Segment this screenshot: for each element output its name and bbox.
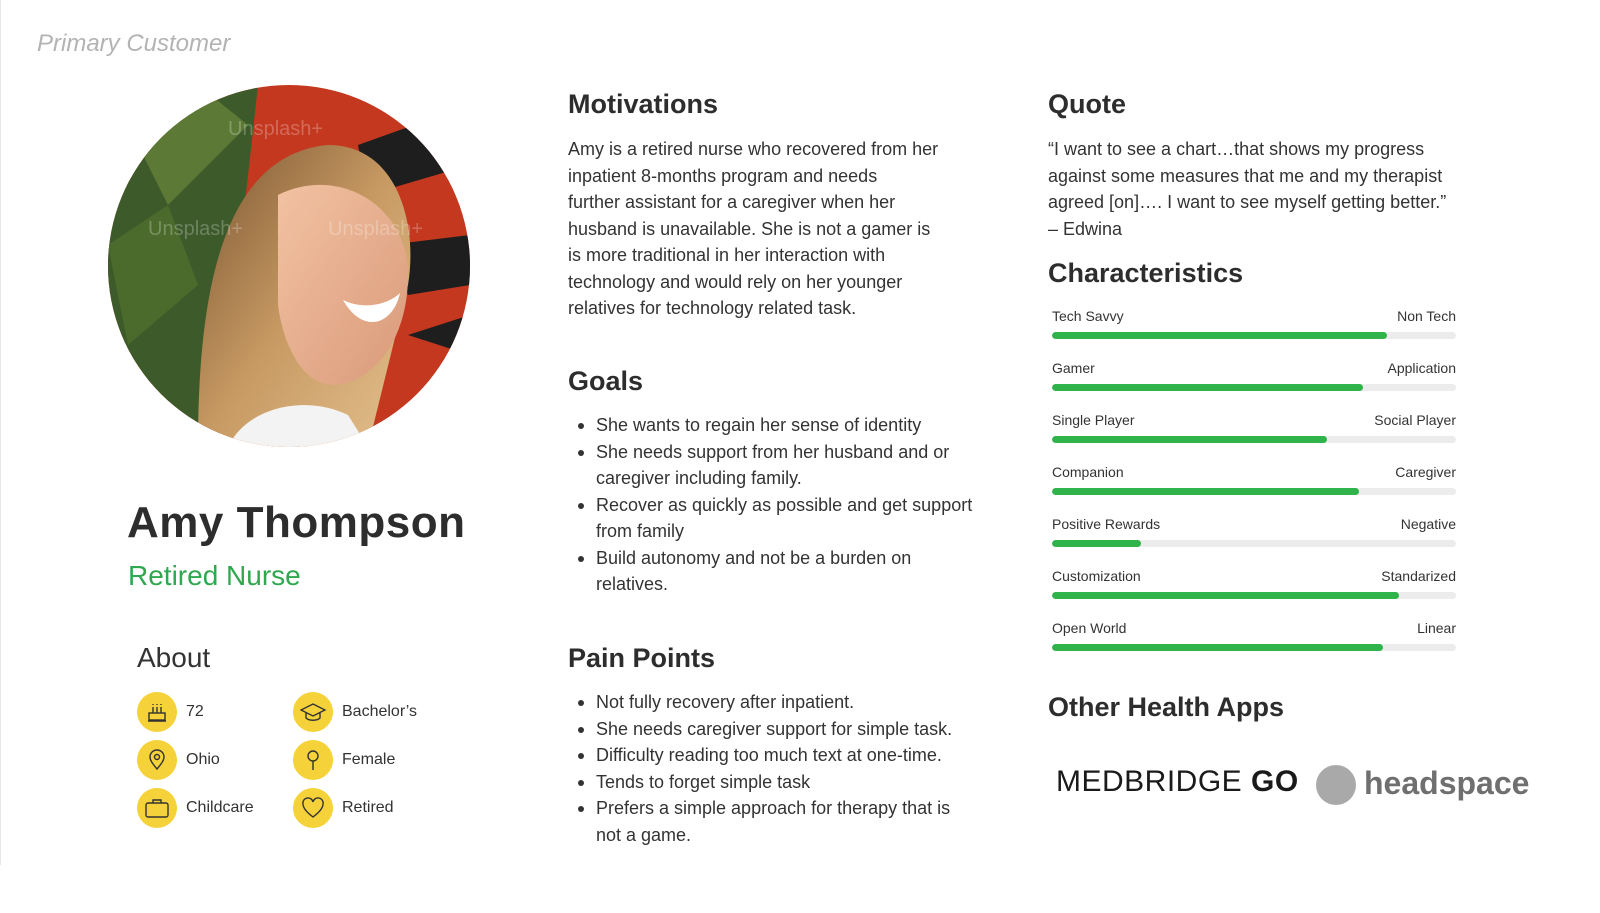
- list-item: Prefers a simple approach for therapy that is not a game.: [568, 795, 952, 848]
- watermark-text: Unsplash+: [328, 218, 424, 240]
- quote-text: [1048, 136, 1446, 242]
- characteristic-track: [1052, 644, 1456, 651]
- characteristic-track: [1052, 540, 1456, 547]
- graduation-cap-icon: [293, 692, 333, 732]
- watermark-text: Unsplash+: [148, 218, 244, 240]
- characteristic-fill: [1052, 592, 1399, 599]
- motivations-line: is more traditional in her interaction with: [568, 245, 886, 265]
- characteristic-row: [1052, 516, 1456, 552]
- characteristic-track: [1052, 384, 1456, 391]
- about-location: Ohio: [186, 751, 220, 768]
- characteristic-left-label: Gamer: [1052, 360, 1095, 376]
- watermark-text: Unsplash+: [228, 118, 324, 140]
- characteristic-right-label: Non Tech: [1397, 308, 1456, 324]
- characteristic-right-label: Standarized: [1381, 568, 1456, 584]
- list-item: Difficulty reading too much text at one-time.: [568, 742, 952, 769]
- characteristic-row: [1052, 308, 1456, 344]
- medbridge-logo: [1056, 765, 1299, 799]
- motivations-text: [568, 136, 938, 322]
- motivations-line: Amy is a retired nurse who recovered from her: [568, 139, 939, 159]
- about-item-location: [137, 740, 220, 780]
- characteristic-right-label: Social Player: [1374, 412, 1456, 428]
- characteristic-right-label: Linear: [1417, 620, 1456, 636]
- birthday-cake-icon: [137, 692, 177, 732]
- motivations-title: Motivations: [568, 89, 719, 119]
- list-item: Build autonomy and not be a burden on relatives.: [568, 545, 972, 598]
- motivations-line: husband is unavailable. She is not a gamer is: [568, 218, 931, 239]
- characteristic-track: [1052, 488, 1456, 495]
- about-occupation: Childcare: [186, 799, 254, 816]
- headspace-logo-dot: [1316, 765, 1356, 805]
- characteristic-right-label: Caregiver: [1395, 464, 1456, 480]
- characteristic-right-label: Negative: [1400, 516, 1456, 532]
- characteristic-track: [1052, 592, 1456, 599]
- persona-name: Amy Thompson: [127, 498, 466, 547]
- characteristic-row: [1052, 360, 1456, 396]
- quote-line: against some measures that me and my therapist: [1048, 165, 1443, 186]
- goals-title: Goals: [568, 366, 644, 396]
- quote-title: Quote: [1048, 89, 1126, 119]
- about-status: Retired: [342, 799, 394, 816]
- about-title: About: [137, 642, 211, 673]
- about-item-education: [293, 692, 417, 732]
- about-age: 72: [186, 703, 204, 720]
- characteristic-left-label: Open World: [1052, 620, 1127, 636]
- characteristic-left-label: Positive Rewards: [1052, 516, 1161, 532]
- characteristic-left-label: Tech Savvy: [1052, 308, 1124, 324]
- about-education: Bachelor’s: [342, 703, 418, 720]
- about-item-gender: [293, 740, 395, 780]
- location-pin-icon: [137, 740, 177, 780]
- persona-role: Retired Nurse: [128, 560, 301, 591]
- characteristic-fill: [1052, 488, 1359, 495]
- motivations-line: inpatient 8-months program and needs: [568, 165, 878, 186]
- persona-photo: [108, 85, 470, 447]
- motivations-line: technology and would rely on her younger: [568, 271, 903, 292]
- motivations-line: further assistant for a caregiver when her: [568, 192, 896, 212]
- section-label: Primary Customer: [37, 30, 231, 57]
- characteristic-fill: [1052, 540, 1141, 547]
- characteristic-left-label: Single Player: [1052, 412, 1135, 428]
- list-item: She wants to regain her sense of identity: [568, 412, 972, 439]
- list-item: Not fully recovery after inpatient.: [568, 689, 952, 716]
- characteristic-row: [1052, 620, 1456, 656]
- about-gender: Female: [342, 751, 396, 768]
- characteristic-right-label: Application: [1387, 360, 1456, 376]
- pain-points-list: [568, 689, 952, 848]
- headspace-logo: headspace: [1364, 765, 1530, 801]
- about-item-status: [293, 788, 394, 828]
- medbridge-go: GO: [1251, 765, 1299, 798]
- characteristic-fill: [1052, 644, 1383, 651]
- list-item: Tends to forget simple task: [568, 769, 952, 796]
- quote-author: – Edwina: [1048, 218, 1123, 239]
- motivations-line: relatives for technology related task.: [568, 298, 857, 318]
- about-item-occupation: [137, 788, 254, 828]
- characteristic-row: [1052, 412, 1456, 448]
- other-apps-title: Other Health Apps: [1048, 692, 1285, 722]
- list-item: She needs caregiver support for simple task.: [568, 716, 952, 743]
- characteristic-track: [1052, 332, 1456, 339]
- characteristic-left-label: Customization: [1052, 568, 1141, 584]
- pain-points-title: Pain Points: [568, 643, 716, 673]
- about-item-age: [137, 692, 204, 732]
- characteristic-fill: [1052, 436, 1327, 443]
- characteristic-fill: [1052, 332, 1387, 339]
- characteristic-track: [1052, 436, 1456, 443]
- characteristic-fill: [1052, 384, 1363, 391]
- medbridge-wordmark: MEDBRIDGE: [1056, 765, 1243, 798]
- list-item: She needs support from her husband and or caregiver including family.: [568, 439, 972, 492]
- page-edge: [0, 0, 1, 865]
- characteristic-row: [1052, 464, 1456, 500]
- briefcase-icon: [137, 788, 177, 828]
- list-item: Recover as quickly as possible and get support from family: [568, 492, 972, 545]
- heart-icon: [293, 788, 333, 828]
- characteristic-row: [1052, 568, 1456, 604]
- gender-female-icon: [293, 740, 333, 780]
- goals-list: [568, 412, 972, 598]
- characteristics-title: Characteristics: [1048, 258, 1244, 288]
- quote-line: “I want to see a chart…that shows my progress: [1048, 139, 1425, 159]
- quote-line: agreed [on]…. I want to see myself getting better.”: [1048, 192, 1447, 212]
- characteristic-left-label: Companion: [1052, 464, 1124, 480]
